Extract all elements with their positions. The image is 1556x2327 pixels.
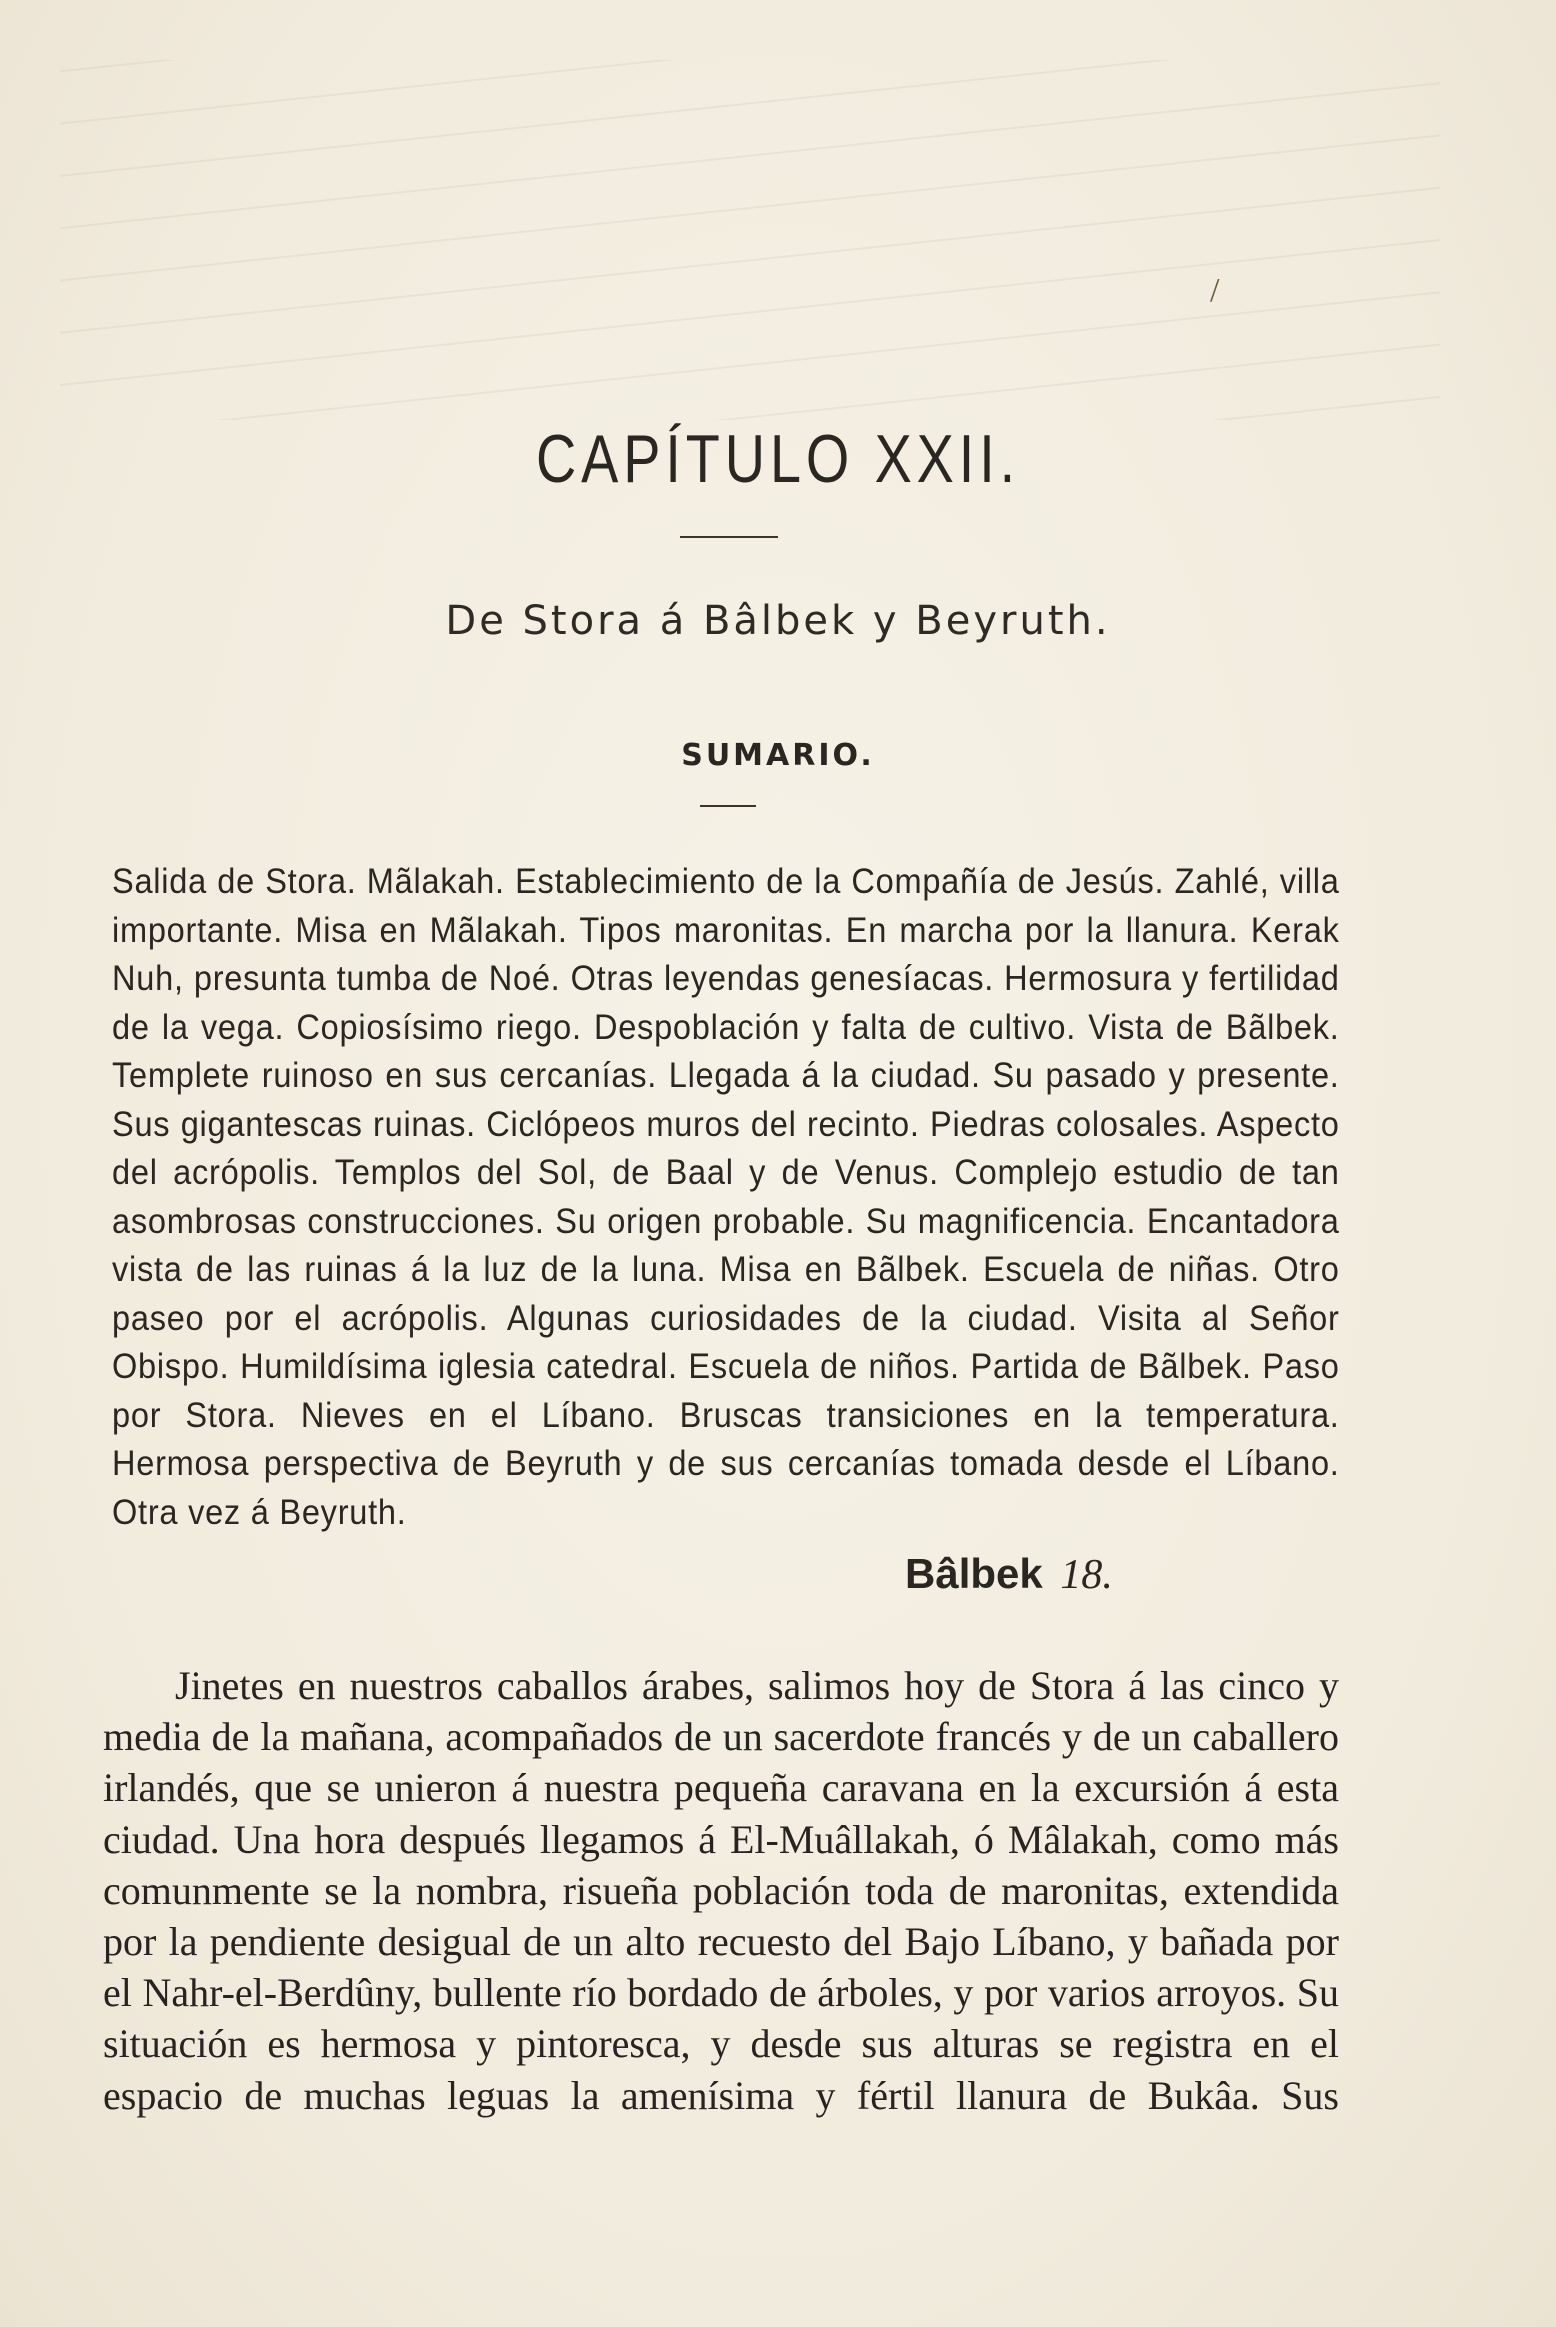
dateline-place: Bâlbek bbox=[905, 1550, 1043, 1597]
chapter-subtitle: De Stora á Bâlbek y Beyruth. bbox=[445, 598, 1111, 644]
summary-text: Salida de Stora. Mãlakah. Establecimiento de la Compañía de Jesús. Zahlé, villa importante. Misa en Mãlakah. Tipos maronitas. En marcha por la llanura. Kerak Nuh, presunta tumba de Noé. Otras leyendas genesíacas. Hermosura y fertilidad de la vega. Copiosísimo riego. Despoblación y falta de cultivo. Vista de Bãlbek. Templete ruinoso en sus cercanías. Llegada á la ciudad. Su pasado y presente. Sus gigantescas ruinas. Ciclópeos muros del recinto. Piedras colosales. Aspecto del acrópolis. Templos del Sol, de Baal y de Venus. Complejo estudio de tan asombrosas construcciones. Su origen probable. Su magnificencia. Encantadora vista de las ruinas á la luz de la luna. Misa en Bãlbek. Escuela de niñas. Otro paseo por el acrópolis. Algunas curiosidades de la ciudad. Visita al Señor Obispo. Humildísima iglesia catedral. Escuela de niños. Partida de Bãlbek. Paso por Stora. Nieves en el Líbano. Bruscas transiciones en la temperatura. Hermosa perspectiva de Beyruth y de sus cercanías tomada desde el Líbano. Otra vez á Beyruth. bbox=[112, 862, 1340, 1532]
corner-ink-mark: / bbox=[1210, 272, 1220, 309]
summary-divider bbox=[700, 805, 756, 807]
dateline-day: 18. bbox=[1060, 1552, 1113, 1598]
bleed-through-texture bbox=[60, 60, 1440, 420]
dateline bbox=[905, 1550, 1113, 1599]
body-paragraph: Jinetes en nuestros caballos árabes, salimos hoy de Stora á las cinco y media de la mañana, acompañados de un sacerdote francés y de un caballero irlandés, que se unieron á nuestra pequeña caravana en la excursión á esta ciudad. Una hora después llegamos á El-Muâllakah, ó Mâlakah, como más comunmente se la nombra, risueña población toda de maronitas, extendida por la pendiente desigual de un alto recuesto del Bajo Líbano, y bañada por el Nahr-el-Berdûny, bullente río bordado de árboles, y por varios arroyos. Su situación es hermosa y pintoresca, y desde sus alturas se registra en el espacio de muchas leguas la amenísima y fértil llanura de Bukâa. Sus bbox=[103, 1663, 1339, 2118]
title-divider bbox=[680, 536, 778, 538]
summary-heading: SUMARIO. bbox=[681, 738, 875, 773]
chapter-title: CAPÍTULO XXII. bbox=[535, 421, 1021, 497]
